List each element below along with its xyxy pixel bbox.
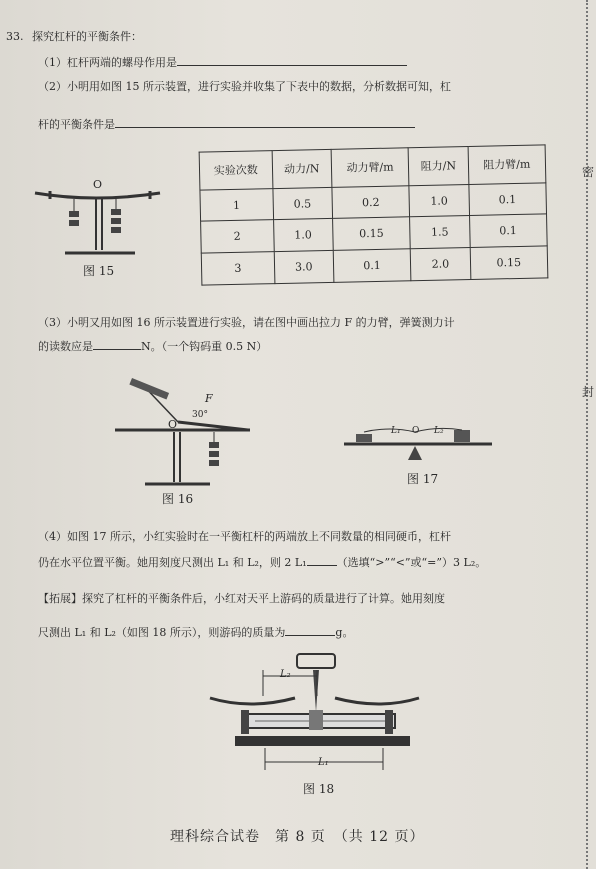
table-cell: 3: [201, 252, 274, 285]
table-cell: 0.1: [468, 183, 546, 216]
answer-blank-1[interactable]: [177, 65, 407, 66]
answer-blank-2[interactable]: [115, 127, 415, 128]
table-header-cell: 动力臂/m: [331, 148, 409, 187]
table-cell: 1.0: [409, 184, 469, 217]
extension-unit: g。: [335, 626, 354, 639]
question-title: 探究杠杆的平衡条件：: [32, 30, 142, 43]
fig18-L2-label: L₂: [280, 669, 291, 680]
answer-blank-3[interactable]: [93, 349, 141, 350]
table-cell: 0.2: [332, 185, 410, 218]
table-cell: 0.15: [332, 217, 410, 250]
part4-choice-note: （选填“>”“<”或“=”）3 L₂。: [336, 556, 487, 569]
fig17-L2-label: L₂: [434, 426, 444, 436]
table-cell: 2.0: [411, 248, 471, 281]
table-cell: 3.0: [274, 251, 334, 284]
part3-line-b: [38, 340, 267, 354]
part4-line-b: [38, 556, 486, 570]
seal-char-feng: 封: [581, 385, 594, 399]
fig17-pivot-label: O: [412, 426, 420, 436]
fig16-caption: 图 16: [162, 492, 194, 506]
figure-17-coins-lever: [342, 424, 502, 464]
question-number: 33.: [6, 30, 24, 43]
fig17-L1-label: L₁: [391, 426, 401, 436]
figure-18-balance: [205, 652, 425, 774]
table-header-cell: 实验次数: [199, 151, 272, 190]
extension-line-a: 【拓展】探究了杠杆的平衡条件后，小红对天平上游码的质量进行了计算。她用刻度: [38, 592, 445, 605]
extension-line-b: [38, 626, 353, 640]
experiment-table: [199, 144, 549, 285]
part1-label: （1）杠杆两端的螺母作用是: [38, 56, 177, 69]
fig16-pivot-label: O: [168, 418, 178, 431]
part3-line-a: （3）小明又用如图 16 所示装置进行实验，请在图中画出拉力 F 的力臂，弹簧测力计: [38, 316, 455, 329]
fig18-L1-label: L₁: [318, 757, 329, 768]
fig15-caption: 图 15: [83, 264, 115, 278]
table-row: [201, 246, 548, 285]
part3-label: 的读数应是: [38, 340, 93, 353]
page-footer: 理科综合试卷 第 8 页 （共 12 页）: [170, 829, 425, 845]
table-cell: 1.5: [410, 216, 470, 249]
fig17-caption: 图 17: [407, 472, 439, 486]
part1-text: [38, 56, 407, 70]
answer-blank-5[interactable]: [285, 635, 335, 636]
seal-char-mi: 密: [581, 165, 594, 179]
table-cell: 0.1: [469, 214, 547, 247]
part2-line-a: （2）小明用如图 15 所示装置，进行实验并收集了下表中的数据，分析数据可知，杠: [38, 80, 451, 93]
part3-unit-note: N。（一个钩码重 0.5 N）: [141, 340, 268, 353]
fig16-force-label: F: [205, 392, 213, 405]
table-cell: 0.5: [273, 187, 333, 220]
table-cell: 0.15: [470, 246, 548, 279]
seal-line: [580, 0, 588, 869]
part4-line-a: （4）如图 17 所示，小红实验时在一平衡杠杆的两端放上不同数量的相同硬币，杠杆: [38, 530, 451, 543]
table-header-cell: 阻力/N: [408, 147, 468, 186]
table-header-cell: 动力/N: [272, 149, 332, 188]
part4-label: 仍在水平位置平衡。她用刻度尺测出 L₁ 和 L₂，则 2 L₁: [38, 556, 307, 569]
fig16-angle-label: 30°: [192, 410, 208, 420]
answer-blank-4[interactable]: [307, 565, 337, 566]
fig18-caption: 图 18: [303, 782, 335, 796]
extension-label: 尺测出 L₁ 和 L₂（如图 18 所示），则游码的质量为: [38, 626, 286, 639]
part2-label: 杆的平衡条件是: [38, 118, 115, 131]
fig15-pivot-label: O: [93, 178, 103, 191]
table-cell: 0.1: [333, 249, 411, 282]
part2-line-b: [38, 118, 415, 132]
table-cell: 1.0: [273, 219, 333, 252]
table-header-cell: 阻力臂/m: [468, 145, 546, 184]
table-cell: 1: [200, 188, 273, 221]
figure-16-lever: [110, 372, 260, 494]
table-cell: 2: [201, 220, 274, 253]
